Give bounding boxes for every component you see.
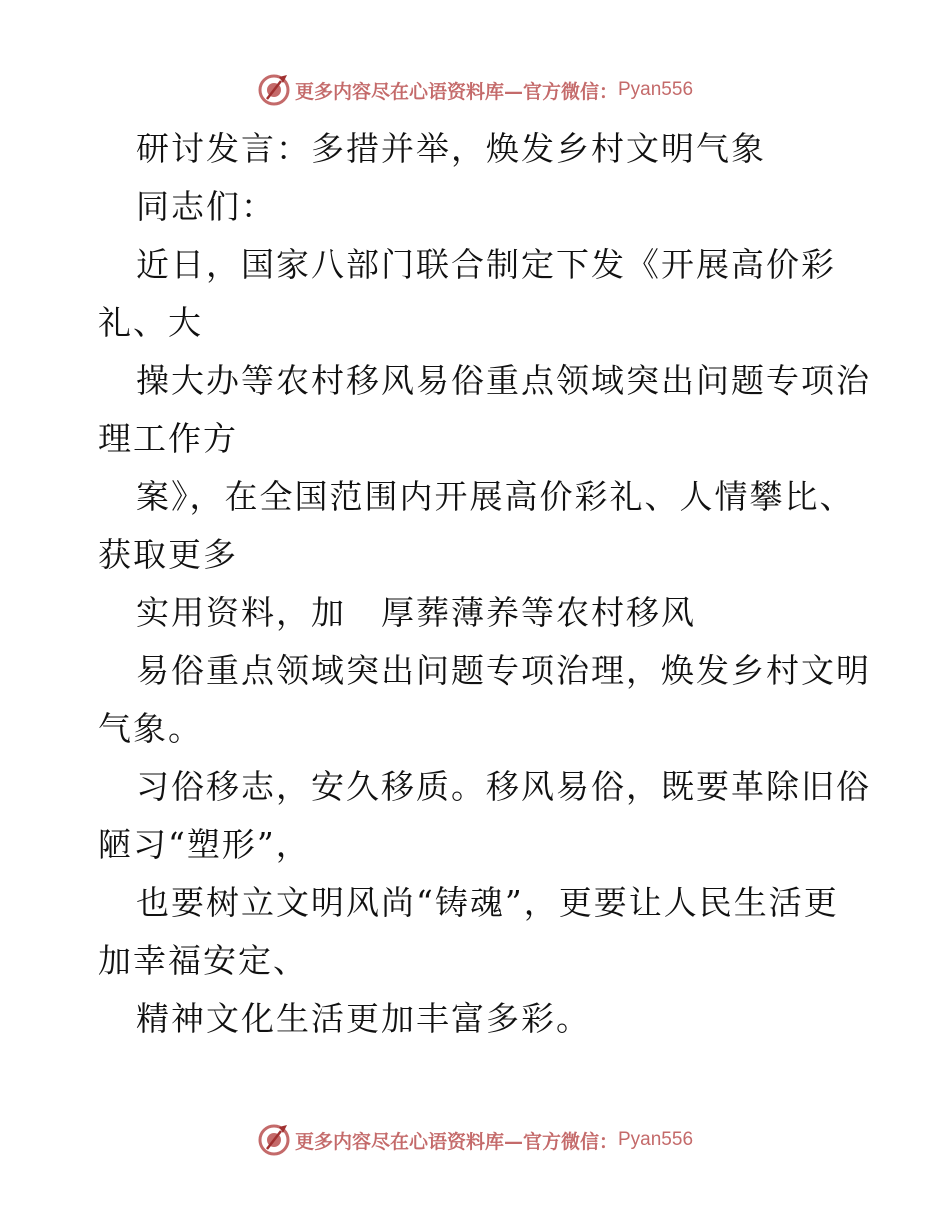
paragraph-line: 实用资料，加 厚葬薄养等农村移风 — [136, 593, 696, 632]
paragraph-line: 近日，国家八部门联合制定下发《开展高价彩 — [136, 245, 836, 284]
paragraph-line: 精神文化生活更加丰富多彩。 — [136, 999, 591, 1038]
header-brand-text: 更多内容尽在心语资料库—官方微信： — [294, 80, 618, 103]
paragraph-line: 获取更多 — [98, 535, 238, 574]
paragraph-line: 操大办等农村移风易俗重点领域突出问题专项治 — [136, 361, 871, 400]
paragraph-line: 加幸福安定、 — [98, 941, 308, 980]
paragraph-line: 理工作方 — [98, 419, 238, 458]
paragraph-line: 案》，在全国范围内开展高价彩礼、人情攀比、 — [136, 477, 855, 516]
page-header-banner — [0, 70, 950, 110]
header-wechat-id: Pyan556 — [618, 79, 694, 100]
pen-logo-icon — [257, 1123, 291, 1157]
paragraph-line: 也要树立文明风尚“铸魂”，更要让人民生活更 — [136, 883, 839, 922]
salutation: 同志们： — [136, 187, 276, 226]
document-title: 研讨发言：多措并举，焕发乡村文明气象 — [136, 129, 766, 168]
footer-brand-text: 更多内容尽在心语资料库—官方微信： — [294, 1130, 618, 1153]
paragraph-line: 礼、大 — [98, 303, 203, 342]
page-footer-banner — [0, 1120, 950, 1160]
footer-wechat-id: Pyan556 — [618, 1129, 694, 1150]
paragraph-line: 陋习“塑形”， — [98, 825, 311, 864]
paragraph-line: 气象。 — [98, 709, 203, 748]
pen-logo-icon — [257, 73, 291, 107]
document-body — [98, 120, 888, 1048]
paragraph-line: 习俗移志，安久移质。移风易俗，既要革除旧俗 — [136, 767, 871, 806]
paragraph-line: 易俗重点领域突出问题专项治理，焕发乡村文明 — [136, 651, 871, 690]
